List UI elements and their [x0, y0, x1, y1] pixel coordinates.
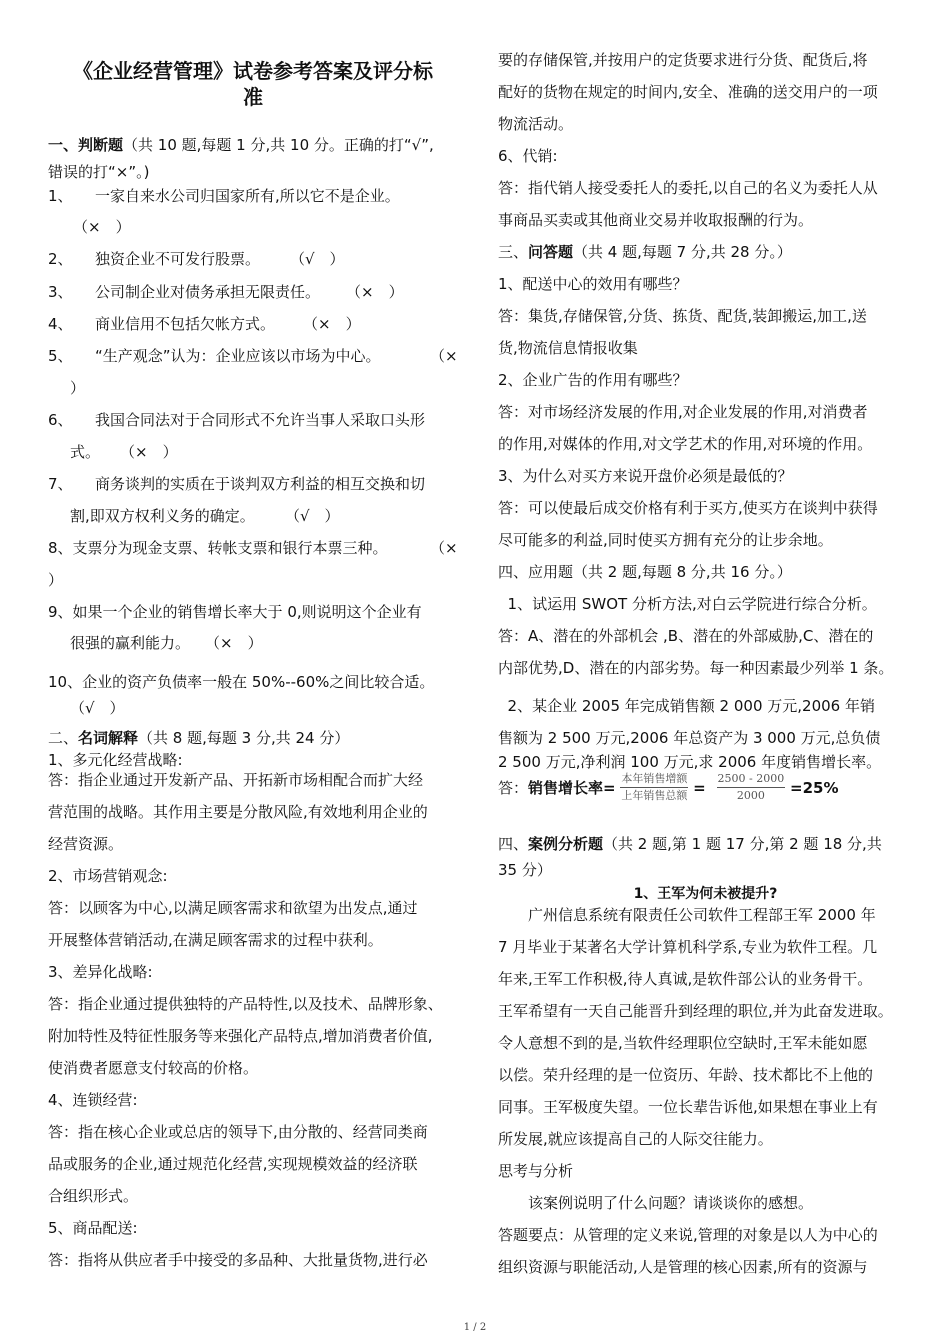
term-answer: 答：指企业通过开发新产品、开拓新市场相配合而扩大经	[48, 771, 424, 789]
page-title: 《企业经营管理》试卷参考答案及评分标 准	[73, 59, 433, 109]
app-question: 售额为 2 500 万元,2006 年总资产为 3 000 万元,总负债	[498, 729, 881, 747]
qa-question: 2、企业广告的作用有哪些？	[498, 371, 688, 389]
case-answer: 组织资源与职能活动,人是管理的核心因素,所有的资源与	[498, 1258, 868, 1276]
judge-item: 1、 一家自来水公司归国家所有,所以它不是企业。	[48, 187, 400, 205]
case-answer: 答题要点：从管理的定义来说,管理的对象是以人为中心的	[498, 1226, 878, 1244]
section5-heading: 四、案例分析题（共 2 题,第 1 题 17 分,第 2 题 18 分,共	[498, 835, 882, 853]
term-answer: 营范围的战略。其作用主要是分散风险,有效地利用企业的	[48, 803, 428, 821]
term-answer: 答：以顾客为中心,以满足顾客需求和欲望为出发点,通过	[48, 899, 418, 917]
judge-mark: （× ）	[73, 218, 131, 236]
judge-item-cont: 式。 （× ）	[70, 443, 178, 461]
term-question: 2、市场营销观念:	[48, 867, 168, 885]
case-text: 7 月毕业于某著名大学计算机科学系,专业为软件工程。几	[498, 938, 878, 956]
term-question: 5、商品配送:	[48, 1219, 138, 1237]
term-answer: 开展整体营销活动,在满足顾客需求的过程中获利。	[48, 931, 383, 949]
judge-item: 8、支票分为现金支票、转帐支票和银行本票三种。 （×	[48, 539, 458, 557]
section2-heading: 二、名词解释（共 8 题,每题 3 分,共 24 分）	[48, 729, 350, 747]
term-answer: 使消费者愿意支付较高的价格。	[48, 1059, 259, 1077]
section1-intro: 错误的打“×”。)	[48, 163, 150, 181]
app-question: 2 500 万元,净利润 100 万元,求 2006 年度销售增长率。	[498, 753, 882, 771]
judge-item: 2、 独资企业不可发行股票。 （√ ）	[48, 250, 345, 268]
judge-mark: （√ ）	[70, 699, 125, 717]
section4-heading: 四、应用题（共 2 题,每题 8 分,共 16 分。）	[498, 563, 792, 581]
case-text: 年来,王军工作积极,待人真诚,是软件部公认的业务骨干。	[498, 970, 873, 988]
term-answer: 物流活动。	[498, 115, 574, 133]
think-heading: 思考与分析	[498, 1162, 574, 1180]
formula-fraction-words: $\frac{\text{本年销售增额}}{\text{上年销售总额}}$	[621, 772, 688, 802]
case-text: 王军希望有一天自己能晋升到经理的职位,并为此奋发进取。	[498, 1002, 893, 1020]
qa-question: 3、为什么对买方来说开盘价必须是最低的？	[498, 467, 793, 485]
case-title: 1、王军为何未被提升?	[633, 886, 778, 902]
term-question: 4、连锁经营:	[48, 1091, 138, 1109]
section1-heading: 一、判断题（共 10 题,每题 1 分,共 10 分。正确的打“√”,	[48, 136, 434, 154]
case-text: 令人意想不到的是,当软件经理职位空缺时,王军未能如愿	[498, 1034, 868, 1052]
term-answer: 答：指将从供应者手中接受的多品种、大批量货物,进行必	[48, 1251, 428, 1269]
judge-item: 7、 商务谈判的实质在于谈判双方利益的相互交换和切	[48, 475, 426, 493]
qa-answer: 尽可能多的利益,同时使买方拥有充分的让步余地。	[498, 531, 833, 549]
judge-item: 9、如果一个企业的销售增长率大于 0,则说明这个企业有	[48, 603, 422, 621]
section3-heading: 三、问答题（共 4 题,每题 7 分,共 28 分。）	[498, 243, 792, 261]
qa-answer: 答：集货,存储保管,分货、拣货、配货,装卸搬运,加工,送	[498, 307, 867, 325]
term-answer: 答：指代销人接受委托人的委托,以自己的名义为委托人从	[498, 179, 878, 197]
app-answer: 答：A、潜在的外部机会 ,B、潜在的外部威胁,C、潜在的	[498, 627, 874, 645]
judge-item: 3、 公司制企业对债务承担无限责任。 （× ）	[48, 283, 404, 301]
app-question: 1、试运用 SWOT 分析方法,对白云学院进行综合分析。	[498, 595, 877, 613]
case-text: 广州信息系统有限责任公司软件工程部王军 2000 年	[498, 906, 876, 924]
judge-item-cont: 很强的赢利能力。 （× ）	[70, 634, 263, 652]
term-answer: 合组织形式。	[48, 1187, 139, 1205]
judge-item: 10、企业的资产负债率一般在 50%--60%之间比较合适。	[48, 673, 435, 691]
qa-question: 1、配送中心的效用有哪些？	[498, 275, 688, 293]
term-answer: 答：指在核心企业或总店的领导下,由分散的、经营同类商	[48, 1123, 428, 1141]
term-answer: 附加特性及特征性服务等来强化产品特点,增加消费者价值,	[48, 1027, 433, 1045]
case-text: 以偿。荣升经理的是一位资历、年龄、技术都比不上他的	[498, 1066, 874, 1084]
qa-answer: 答：可以使最后成交价格有利于买方,使买方在谈判中获得	[498, 499, 878, 517]
growth-formula: 答：销售增长率= $\frac{\text{本年销售增额}}{\text{上年销售总额}}$ = $\frac{2500 - 2000}{2000}$ =25%	[498, 772, 839, 802]
qa-answer: 货,物流信息情报收集	[498, 339, 638, 357]
judge-item: 4、 商业信用不包括欠帐方式。 （× ）	[48, 315, 361, 333]
qa-answer: 答：对市场经济发展的作用,对企业发展的作用,对消费者	[498, 403, 868, 421]
term-answer: 要的存储保管,并按用户的定货要求进行分货、配货后,将	[498, 51, 868, 69]
case-question: 该案例说明了什么问题？请谈谈你的感想。	[498, 1194, 814, 1212]
qa-answer: 的作用,对媒体的作用,对文学艺术的作用,对环境的作用。	[498, 435, 873, 453]
term-answer: 事商品买卖或其他商业交易并收取报酬的行为。	[498, 211, 814, 229]
judge-item-cont: 割,即双方权利义务的确定。 （√ ）	[70, 507, 340, 525]
app-question: 2、某企业 2005 年完成销售额 2 000 万元,2006 年销	[498, 697, 875, 715]
formula-fraction-numbers: $\frac{2500 - 2000}{2000}$	[717, 772, 785, 802]
case-text: 同事。王军极度失望。一位长辈告诉他,如果想在事业上有	[498, 1098, 878, 1116]
term-answer: 答：指企业通过提供独特的产品特性,以及技术、品牌形象、	[48, 995, 443, 1013]
term-answer: 经营资源。	[48, 835, 124, 853]
term-question: 3、差异化战略:	[48, 963, 153, 981]
term-question: 6、代销:	[498, 147, 558, 165]
app-answer: 内部优势,D、潜在的内部劣势。每一种因素最少列举 1 条。	[498, 659, 894, 677]
judge-mark: ）	[48, 571, 64, 589]
case-text: 所发展,就应该提高自己的人际交往能力。	[498, 1130, 773, 1148]
formula-lhs: 销售增长率=	[528, 779, 616, 797]
term-answer: 品或服务的企业,通过规范化经营,实现规模效益的经济联	[48, 1155, 418, 1173]
section5-intro: 35 分）	[498, 861, 552, 879]
page-number: 1 / 2	[463, 1322, 487, 1333]
formula-result: =25%	[790, 778, 839, 797]
judge-item: 5、 “生产观念”认为：企业应该以市场为中心。 （×	[48, 347, 458, 365]
term-answer: 配好的货物在规定的时间内,安全、准确的送交用户的一项	[498, 83, 878, 101]
judge-mark: ）	[70, 379, 86, 397]
judge-item: 6、 我国合同法对于合同形式不允许当事人采取口头形	[48, 411, 426, 429]
term-question: 1、多元化经营战略:	[48, 751, 183, 769]
